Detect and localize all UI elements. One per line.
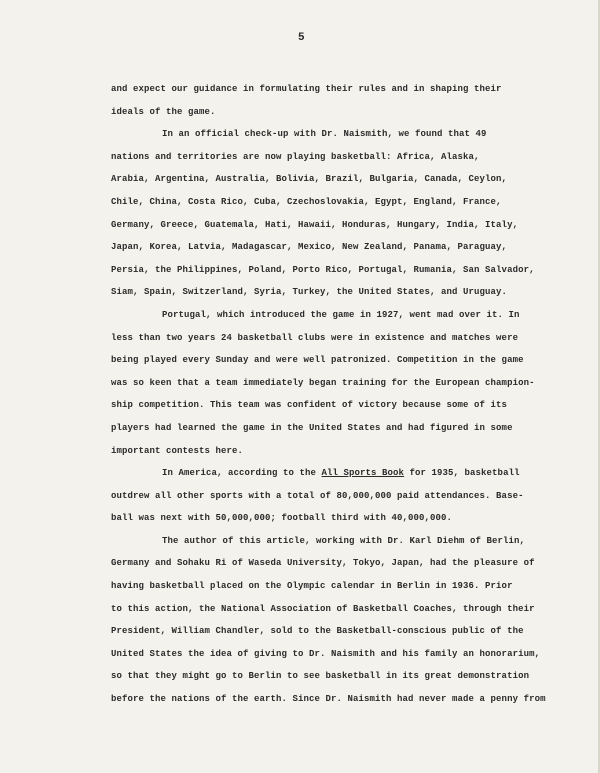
text-line: Germany, Greece, Guatemala, Hati, Hawaii, Honduras, Hungary, India, Italy,	[111, 219, 519, 230]
text-line: was so keen that a team immediately began training for the European champion-	[111, 377, 535, 388]
text-line: before the nations of the earth. Since Dr. Naismith had never made a penny from	[111, 694, 546, 705]
text-line: In an official check-up with Dr. Naismith, we found that 49	[162, 129, 487, 140]
text-line: President, William Chandler, sold to the Basketball-conscious public of the	[111, 626, 524, 637]
text-fragment: for 1935, basketball	[404, 468, 520, 479]
text-line: Germany and Sohaku Ri of Waseda University, Tokyo, Japan, had the pleasure of	[111, 558, 535, 569]
page-number: 5	[298, 32, 305, 44]
text-line: ship competition. This team was confident of victory because some of its	[111, 400, 508, 411]
text-line: so that they might go to Berlin to see basketball in its great demonstration	[111, 671, 530, 682]
text-line: United States the idea of giving to Dr. Naismith and his family an honorarium,	[111, 648, 541, 659]
text-line: Japan, Korea, Latvia, Madagascar, Mexico, New Zealand, Panama, Paraguay,	[111, 242, 508, 253]
text-line: less than two years 24 basketball clubs were in existence and matches were	[111, 332, 519, 343]
text-line: Siam, Spain, Switzerland, Syria, Turkey, the United States, and Uruguay.	[111, 287, 508, 298]
text-line: ball was next with 50,000,000; football third with 40,000,000.	[111, 513, 453, 524]
book-title: All Sports Book	[321, 468, 405, 479]
text-line: Persia, the Philippines, Poland, Porto Rico, Portugal, Rumania, San Salvador,	[111, 264, 535, 275]
text-line: ideals of the game.	[111, 106, 216, 117]
text-line: and expect our guidance in formulating their rules and in shaping their	[111, 84, 502, 94]
text-line: Chile, China, Costa Rico, Cuba, Czechoslovakia, Egypt, England, France,	[111, 196, 502, 207]
text-line: Portugal, which introduced the game in 1927, went mad over it. In	[162, 309, 520, 320]
text-line: to this action, the National Association of Basketball Coaches, through their	[111, 603, 535, 614]
text-line	[111, 462, 543, 485]
text-line: players had learned the game in the United States and had figured in some	[111, 422, 513, 433]
text-line: being played every Sunday and were well patronized. Competition in the game	[111, 355, 524, 366]
text-line: important contests here.	[111, 445, 244, 456]
text-fragment: In America, according to the	[162, 468, 322, 479]
text-line: nations and territories are now playing basketball: Africa, Alaska,	[111, 151, 480, 162]
text-line: outdrew all other sports with a total of 80,000,000 paid attendances. Base-	[111, 490, 524, 501]
text-line: Arabia, Argentina, Australia, Bolivia, Brazil, Bulgaria, Canada, Ceylon,	[111, 174, 508, 185]
body-text	[111, 78, 546, 711]
text-line: The author of this article, working with Dr. Karl Diehm of Berlin,	[162, 535, 526, 546]
text-line: having basketball placed on the Olympic calendar in Berlin in 1936. Prior	[111, 581, 513, 592]
